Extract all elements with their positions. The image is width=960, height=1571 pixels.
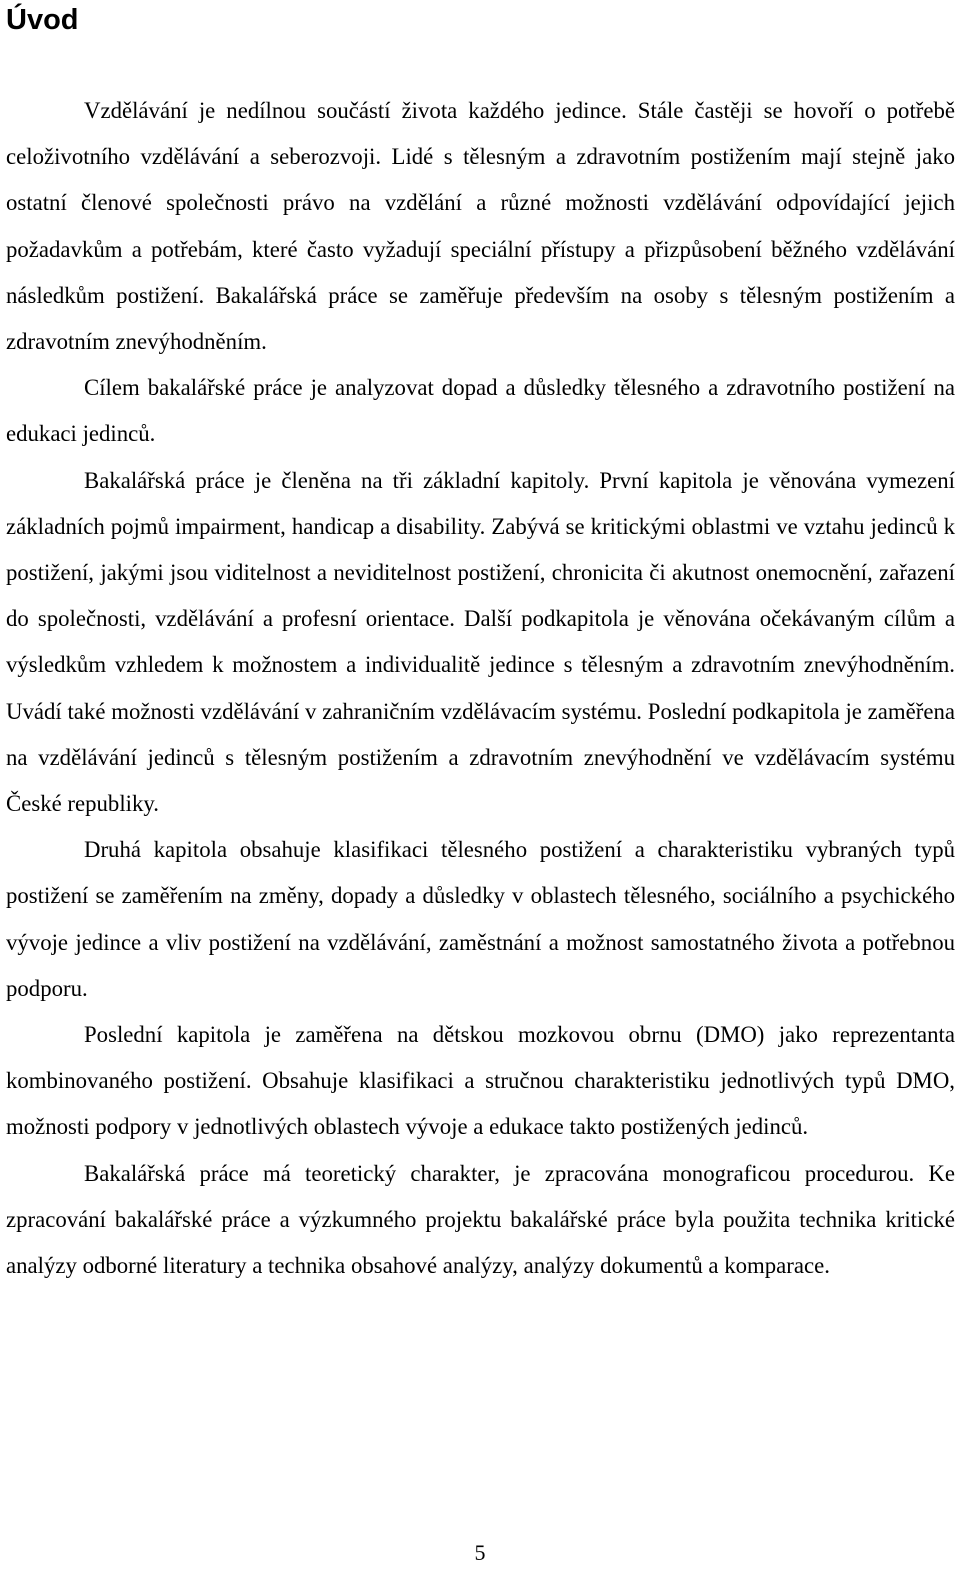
paragraph-goal: Cílem bakalářské práce je analyzovat dopad a důsledky tělesného a zdravotního postižení na edukaci jedinců. [6,375,955,447]
page-number: 5 [474,1540,486,1565]
paragraph-methodology: Bakalářská práce má teoretický charakter, je zpracována monograficou procedurou. Ke zpracování bakalářské práce a výzkumného projektu bakalářské práce byla použita technika kritické analýzy odborné literatury a technika obsahové analýzy, analýzy dokumentů a komparace. [6,1160,955,1279]
body-text [6,88,955,1289]
paragraph-chapter-two: Druhá kapitola obsahuje klasifikaci tělesného postižení a charakteristiku vybraných typů postižení se zaměřením na změny, dopady a důsledky v oblastech tělesného, sociálního a psychického vývoje jedince a vliv postižení na vzdělávání, zaměstnání a možnost samostatného života a potřebnou podporu. [6,837,955,1001]
section-heading: Úvod [6,4,79,36]
paragraph-chapter-one: Bakalářská práce je členěna na tři základní kapitoly. První kapitola je věnována vymezení základních pojmů impairment, handicap a disability. Zabývá se kritickými oblastmi ve vztahu jedinců k postižení, jakými jsou viditelnost a neviditelnost postižení, chronicita či akutnost onemocnění, zařazení do společnosti, vzdělávání a profesní orientace. Další podkapitola je věnována očekávaným cílům a výsledkům vzhledem k možnostem a individualitě jedince s tělesným a zdravotním znevýhodněním. Uvádí také možnosti vzdělávání v zahraničním vzdělávacím systému. Poslední podkapitola je zaměřena na vzdělávání jedinců s tělesným postižením a zdravotním znevýhodnění ve vzdělávacím systému České republiky. [6,467,955,817]
paragraph-chapter-three: Poslední kapitola je zaměřena na dětskou mozkovou obrnu (DMO) jako reprezentanta kombinovaného postižení. Obsahuje klasifikaci a stručnou charakteristiku jednotlivých typů DMO, možnosti podpory v jednotlivých oblastech vývoje a edukace takto postižených jedinců. [6,1022,955,1140]
paragraph-intro: Vzdělávání je nedílnou součástí života každého jedince. Stále častěji se hovoří o potřebě celoživotního vzdělávání a seberozvoji. Lidé s tělesným a zdravotním postižením mají stejně jako ostatní členové společnosti právo na vzdělání a různé možnosti vzdělávání odpovídající jejich požadavkům a potřebám, které často vyžadují speciální přístupy a přizpůsobení běžného vzdělávání následkům postižení. Bakalářská práce se zaměřuje především na osoby s tělesným postižením a zdravotním znevýhodněním. [6,98,955,355]
